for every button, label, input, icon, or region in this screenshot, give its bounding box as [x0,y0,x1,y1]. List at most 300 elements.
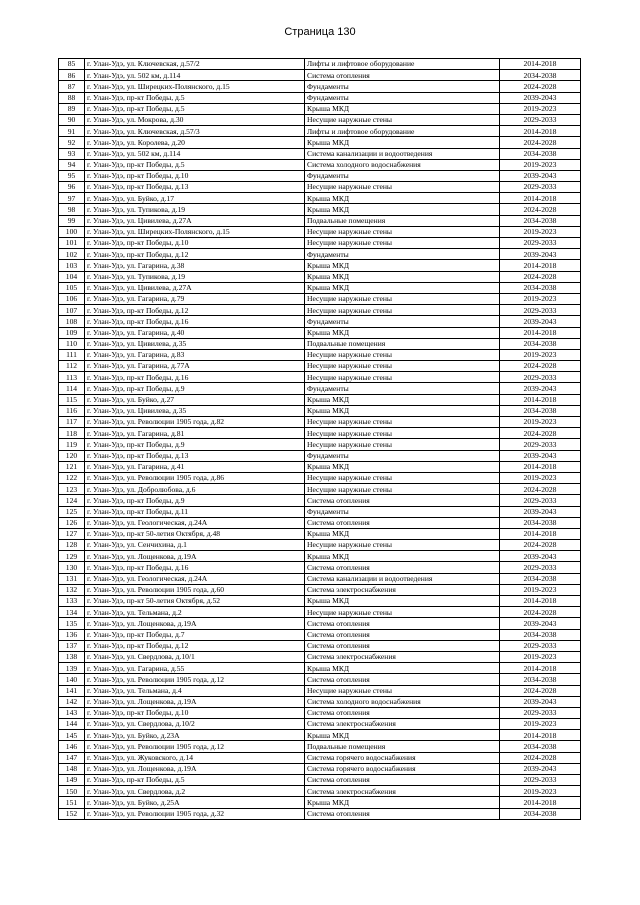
row-number-cell: 140 [59,674,85,685]
row-number-cell: 96 [59,182,85,193]
row-number-cell: 150 [59,786,85,797]
address-cell: г. Улан-Удэ, ул. Жуковского, д.14 [85,752,305,763]
address-cell: г. Улан-Удэ, пр-кт Победы, д.12 [85,305,305,316]
row-number-cell: 127 [59,528,85,539]
period-cell: 2034-2038 [500,808,581,819]
row-number-cell: 99 [59,215,85,226]
work-type-cell: Несущие наружные стены [305,472,500,483]
period-cell: 2014-2018 [500,126,581,137]
row-number-cell: 93 [59,148,85,159]
period-cell: 2029-2033 [500,439,581,450]
period-cell: 2034-2038 [500,282,581,293]
row-number-cell: 133 [59,596,85,607]
address-cell: г. Улан-Удэ, пр-кт Победы, д.10 [85,707,305,718]
work-type-cell: Фундаменты [305,81,500,92]
address-cell: г. Улан-Удэ, ул. Свердлова, д.2 [85,786,305,797]
row-number-cell: 88 [59,92,85,103]
address-cell: г. Улан-Удэ, ул. Сенчихина, д.1 [85,540,305,551]
work-type-cell: Крыша МКД [305,193,500,204]
table-row [59,584,581,595]
work-type-cell: Несущие наружные стены [305,428,500,439]
period-cell: 2039-2043 [500,763,581,774]
table-row [59,495,581,506]
row-number-cell: 102 [59,249,85,260]
period-cell: 2034-2038 [500,70,581,81]
period-cell: 2029-2033 [500,182,581,193]
address-cell: г. Улан-Удэ, ул. Ширецких-Полянского, д.15 [85,81,305,92]
table-row [59,461,581,472]
address-cell: г. Улан-Удэ, ул. 502 км, д.114 [85,70,305,81]
period-cell: 2019-2023 [500,159,581,170]
work-type-cell: Крыша МКД [305,271,500,282]
period-cell: 2024-2028 [500,428,581,439]
work-type-cell: Крыша МКД [305,204,500,215]
work-type-cell: Система канализации и водоотведения [305,148,500,159]
work-type-cell: Система холодного водоснабжения [305,696,500,707]
address-cell: г. Улан-Удэ, ул. Ширецких-Полянского, д.15 [85,226,305,237]
row-number-cell: 111 [59,349,85,360]
period-cell: 2039-2043 [500,696,581,707]
address-cell: г. Улан-Удэ, пр-кт Победы, д.10 [85,170,305,181]
row-number-cell: 129 [59,551,85,562]
period-cell: 2019-2023 [500,719,581,730]
address-cell: г. Улан-Удэ, ул. Гагарина, д.83 [85,349,305,360]
row-number-cell: 144 [59,719,85,730]
address-cell: г. Улан-Удэ, пр-кт Победы, д.7 [85,629,305,640]
address-cell: г. Улан-Удэ, пр-кт Победы, д.9 [85,383,305,394]
row-number-cell: 95 [59,170,85,181]
row-number-cell: 101 [59,238,85,249]
period-cell: 2029-2033 [500,305,581,316]
work-type-cell: Несущие наружные стены [305,685,500,696]
address-cell: г. Улан-Удэ, ул. Цивилева, д.35 [85,405,305,416]
work-type-cell: Фундаменты [305,92,500,103]
repair-plan-table [58,58,581,820]
table-row [59,528,581,539]
work-type-cell: Крыша МКД [305,663,500,674]
table-row [59,182,581,193]
table-row [59,696,581,707]
work-type-cell: Крыша МКД [305,282,500,293]
address-cell: г. Улан-Удэ, ул. Тельмана, д.2 [85,607,305,618]
period-cell: 2039-2043 [500,506,581,517]
row-number-cell: 138 [59,651,85,662]
table-row [59,484,581,495]
row-number-cell: 112 [59,361,85,372]
address-cell: г. Улан-Удэ, ул. Буйко, д.17 [85,193,305,204]
row-number-cell: 146 [59,741,85,752]
address-cell: г. Улан-Удэ, ул. Гагарина, д.79 [85,293,305,304]
address-cell: г. Улан-Удэ, ул. Добролюбова, д.6 [85,484,305,495]
period-cell: 2019-2023 [500,226,581,237]
period-cell: 2039-2043 [500,618,581,629]
row-number-cell: 131 [59,573,85,584]
table-row [59,383,581,394]
address-cell: г. Улан-Удэ, ул. 502 км, д.114 [85,148,305,159]
work-type-cell: Фундаменты [305,450,500,461]
address-cell: г. Улан-Удэ, ул. Цивилева, д.27А [85,282,305,293]
row-number-cell: 130 [59,562,85,573]
table-row [59,551,581,562]
table-row [59,618,581,629]
row-number-cell: 107 [59,305,85,316]
table-row [59,719,581,730]
row-number-cell: 123 [59,484,85,495]
address-cell: г. Улан-Удэ, пр-кт Победы, д.5 [85,92,305,103]
address-cell: г. Улан-Удэ, ул. Гагарина, д.40 [85,327,305,338]
address-cell: г. Улан-Удэ, пр-кт Победы, д.12 [85,249,305,260]
row-number-cell: 121 [59,461,85,472]
address-cell: г. Улан-Удэ, пр-кт Победы, д.5 [85,103,305,114]
period-cell: 2034-2038 [500,573,581,584]
period-cell: 2024-2028 [500,361,581,372]
work-type-cell: Несущие наружные стены [305,114,500,125]
work-type-cell: Крыша МКД [305,327,500,338]
period-cell: 2024-2028 [500,752,581,763]
table-row [59,763,581,774]
row-number-cell: 137 [59,640,85,651]
address-cell: г. Улан-Удэ, пр-кт Победы, д.9 [85,439,305,450]
period-cell: 2024-2028 [500,607,581,618]
table-row [59,450,581,461]
table-row [59,305,581,316]
work-type-cell: Система отопления [305,495,500,506]
period-cell: 2014-2018 [500,59,581,70]
period-cell: 2019-2023 [500,417,581,428]
row-number-cell: 91 [59,126,85,137]
table-row [59,640,581,651]
row-number-cell: 126 [59,517,85,528]
address-cell: г. Улан-Удэ, ул. Лощенкова, д.19А [85,551,305,562]
period-cell: 2024-2028 [500,484,581,495]
work-type-cell: Подвальные помещения [305,338,500,349]
period-cell: 2019-2023 [500,103,581,114]
period-cell: 2029-2033 [500,562,581,573]
work-type-cell: Несущие наружные стены [305,293,500,304]
row-number-cell: 124 [59,495,85,506]
row-number-cell: 139 [59,663,85,674]
address-cell: г. Улан-Удэ, ул. Свердлова, д.10/1 [85,651,305,662]
work-type-cell: Несущие наружные стены [305,182,500,193]
period-cell: 2014-2018 [500,461,581,472]
period-cell: 2024-2028 [500,540,581,551]
row-number-cell: 120 [59,450,85,461]
table-row [59,797,581,808]
table-row [59,92,581,103]
row-number-cell: 116 [59,405,85,416]
address-cell: г. Улан-Удэ, ул. Тупикова, д.19 [85,204,305,215]
table-row [59,148,581,159]
row-number-cell: 149 [59,775,85,786]
work-type-cell: Крыша МКД [305,551,500,562]
period-cell: 2014-2018 [500,193,581,204]
period-cell: 2024-2028 [500,81,581,92]
period-cell: 2014-2018 [500,528,581,539]
table-row [59,428,581,439]
table-row [59,159,581,170]
period-cell: 2019-2023 [500,349,581,360]
period-cell: 2024-2028 [500,137,581,148]
work-type-cell: Система электроснабжения [305,584,500,595]
table-row [59,562,581,573]
work-type-cell: Фундаменты [305,383,500,394]
work-type-cell: Фундаменты [305,506,500,517]
table-row [59,70,581,81]
row-number-cell: 119 [59,439,85,450]
work-type-cell: Система горячего водоснабжения [305,752,500,763]
period-cell: 2034-2038 [500,215,581,226]
table-row [59,226,581,237]
row-number-cell: 134 [59,607,85,618]
row-number-cell: 85 [59,59,85,70]
table-row [59,417,581,428]
address-cell: г. Улан-Удэ, ул. Цивилева, д.35 [85,338,305,349]
table-row [59,472,581,483]
period-cell: 2014-2018 [500,730,581,741]
period-cell: 2029-2033 [500,114,581,125]
table-body [59,59,581,820]
table-row [59,596,581,607]
work-type-cell: Лифты и лифтовое оборудование [305,126,500,137]
period-cell: 2029-2033 [500,707,581,718]
work-type-cell: Система отопления [305,562,500,573]
address-cell: г. Улан-Удэ, ул. Геологическая, д.24А [85,573,305,584]
work-type-cell: Крыша МКД [305,797,500,808]
table-row [59,59,581,70]
table-row [59,808,581,819]
period-cell: 2019-2023 [500,293,581,304]
address-cell: г. Улан-Удэ, пр-кт Победы, д.13 [85,182,305,193]
table-row [59,607,581,618]
period-cell: 2039-2043 [500,450,581,461]
table-row [59,707,581,718]
address-cell: г. Улан-Удэ, ул. Ключевская, д.57/2 [85,59,305,70]
work-type-cell: Крыша МКД [305,260,500,271]
table-row [59,215,581,226]
address-cell: г. Улан-Удэ, пр-кт Победы, д.5 [85,159,305,170]
period-cell: 2014-2018 [500,260,581,271]
row-number-cell: 118 [59,428,85,439]
work-type-cell: Несущие наружные стены [305,238,500,249]
work-type-cell: Система горячего водоснабжения [305,763,500,774]
work-type-cell: Система отопления [305,707,500,718]
table-row [59,361,581,372]
address-cell: г. Улан-Удэ, ул. Гагарина, д.55 [85,663,305,674]
row-number-cell: 110 [59,338,85,349]
table-row [59,506,581,517]
table-row [59,282,581,293]
period-cell: 2019-2023 [500,651,581,662]
address-cell: г. Улан-Удэ, ул. Революции 1905 года, д.86 [85,472,305,483]
period-cell: 2034-2038 [500,517,581,528]
period-cell: 2024-2028 [500,685,581,696]
table-row [59,327,581,338]
row-number-cell: 145 [59,730,85,741]
row-number-cell: 87 [59,81,85,92]
work-type-cell: Фундаменты [305,316,500,327]
address-cell: г. Улан-Удэ, пр-кт Победы, д.12 [85,640,305,651]
period-cell: 2034-2038 [500,741,581,752]
work-type-cell: Система отопления [305,629,500,640]
table-row [59,651,581,662]
work-type-cell: Несущие наружные стены [305,226,500,237]
table-row [59,260,581,271]
address-cell: г. Улан-Удэ, пр-кт Победы, д.9 [85,495,305,506]
row-number-cell: 90 [59,114,85,125]
address-cell: г. Улан-Удэ, пр-кт Победы, д.5 [85,775,305,786]
period-cell: 2034-2038 [500,338,581,349]
row-number-cell: 94 [59,159,85,170]
period-cell: 2034-2038 [500,148,581,159]
work-type-cell: Система отопления [305,775,500,786]
row-number-cell: 106 [59,293,85,304]
period-cell: 2034-2038 [500,674,581,685]
period-cell: 2029-2033 [500,640,581,651]
row-number-cell: 100 [59,226,85,237]
period-cell: 2029-2033 [500,238,581,249]
address-cell: г. Улан-Удэ, ул. Революции 1905 года, д.12 [85,741,305,752]
address-cell: г. Улан-Удэ, ул. Гагарина, д.41 [85,461,305,472]
address-cell: г. Улан-Удэ, ул. Революции 1905 года, д.82 [85,417,305,428]
table-row [59,517,581,528]
address-cell: г. Улан-Удэ, ул. Тупикова, д.19 [85,271,305,282]
period-cell: 2029-2033 [500,775,581,786]
address-cell: г. Улан-Удэ, ул. Цивилева, д.27А [85,215,305,226]
address-cell: г. Улан-Удэ, пр-кт 50-летия Октября, д.48 [85,528,305,539]
work-type-cell: Несущие наружные стены [305,361,500,372]
table-row [59,293,581,304]
row-number-cell: 103 [59,260,85,271]
period-cell: 2039-2043 [500,249,581,260]
row-number-cell: 128 [59,540,85,551]
address-cell: г. Улан-Удэ, ул. Лощенкова, д.19А [85,763,305,774]
work-type-cell: Крыша МКД [305,103,500,114]
row-number-cell: 122 [59,472,85,483]
period-cell: 2014-2018 [500,327,581,338]
table-row [59,540,581,551]
work-type-cell: Крыша МКД [305,394,500,405]
row-number-cell: 86 [59,70,85,81]
row-number-cell: 136 [59,629,85,640]
address-cell: г. Улан-Удэ, ул. Революции 1905 года, д.12 [85,674,305,685]
page-header: Страница 130 [284,26,356,38]
address-cell: г. Улан-Удэ, пр-кт Победы, д.10 [85,238,305,249]
address-cell: г. Улан-Удэ, ул. Буйко, д.25А [85,797,305,808]
address-cell: г. Улан-Удэ, ул. Тельмана, д.4 [85,685,305,696]
period-cell: 2034-2038 [500,629,581,640]
row-number-cell: 143 [59,707,85,718]
address-cell: г. Улан-Удэ, ул. Ключевская, д.57/3 [85,126,305,137]
work-type-cell: Фундаменты [305,249,500,260]
work-type-cell: Подвальные помещения [305,215,500,226]
row-number-cell: 147 [59,752,85,763]
table-row [59,103,581,114]
period-cell: 2039-2043 [500,383,581,394]
table-row [59,193,581,204]
work-type-cell: Система холодного водоснабжения [305,159,500,170]
row-number-cell: 92 [59,137,85,148]
table-row [59,394,581,405]
row-number-cell: 98 [59,204,85,215]
row-number-cell: 108 [59,316,85,327]
work-type-cell: Система отопления [305,70,500,81]
address-cell: г. Улан-Удэ, ул. Свердлова, д.10/2 [85,719,305,730]
work-type-cell: Система канализации и водоотведения [305,573,500,584]
address-cell: г. Улан-Удэ, ул. Гагарина, д.38 [85,260,305,271]
table-row [59,775,581,786]
work-type-cell: Несущие наружные стены [305,484,500,495]
address-cell: г. Улан-Удэ, ул. Королева, д.20 [85,137,305,148]
period-cell: 2039-2043 [500,170,581,181]
period-cell: 2014-2018 [500,663,581,674]
row-number-cell: 109 [59,327,85,338]
row-number-cell: 117 [59,417,85,428]
address-cell: г. Улан-Удэ, пр-кт Победы, д.11 [85,506,305,517]
address-cell: г. Улан-Удэ, ул. Революции 1905 года, д.32 [85,808,305,819]
table-row [59,81,581,92]
period-cell: 2014-2018 [500,394,581,405]
period-cell: 2019-2023 [500,472,581,483]
work-type-cell: Система отопления [305,618,500,629]
period-cell: 2014-2018 [500,596,581,607]
address-cell: г. Улан-Удэ, пр-кт Победы, д.16 [85,316,305,327]
table-row [59,439,581,450]
row-number-cell: 97 [59,193,85,204]
period-cell: 2029-2033 [500,495,581,506]
table-row [59,204,581,215]
work-type-cell: Крыша МКД [305,461,500,472]
table-row [59,338,581,349]
address-cell: г. Улан-Удэ, пр-кт Победы, д.16 [85,562,305,573]
row-number-cell: 125 [59,506,85,517]
table-row [59,238,581,249]
address-cell: г. Улан-Удэ, ул. Геологическая, д.24А [85,517,305,528]
table-row [59,663,581,674]
row-number-cell: 104 [59,271,85,282]
work-type-cell: Несущие наружные стены [305,607,500,618]
row-number-cell: 141 [59,685,85,696]
period-cell: 2039-2043 [500,316,581,327]
table-row [59,249,581,260]
work-type-cell: Несущие наружные стены [305,305,500,316]
table-row [59,573,581,584]
row-number-cell: 148 [59,763,85,774]
table-row [59,674,581,685]
row-number-cell: 115 [59,394,85,405]
work-type-cell: Система отопления [305,808,500,819]
address-cell: г. Улан-Удэ, ул. Лощенкова, д.19А [85,618,305,629]
work-type-cell: Фундаменты [305,170,500,181]
period-cell: 2019-2023 [500,584,581,595]
table-row [59,752,581,763]
address-cell: г. Улан-Удэ, пр-кт Победы, д.16 [85,372,305,383]
row-number-cell: 135 [59,618,85,629]
period-cell: 2039-2043 [500,551,581,562]
row-number-cell: 132 [59,584,85,595]
row-number-cell: 113 [59,372,85,383]
work-type-cell: Крыша МКД [305,528,500,539]
table-row [59,126,581,137]
address-cell: г. Улан-Удэ, пр-кт 50-летия Октября, д.52 [85,596,305,607]
table-row [59,685,581,696]
row-number-cell: 152 [59,808,85,819]
work-type-cell: Крыша МКД [305,137,500,148]
work-type-cell: Несущие наружные стены [305,372,500,383]
row-number-cell: 142 [59,696,85,707]
table-row [59,741,581,752]
row-number-cell: 105 [59,282,85,293]
row-number-cell: 114 [59,383,85,394]
